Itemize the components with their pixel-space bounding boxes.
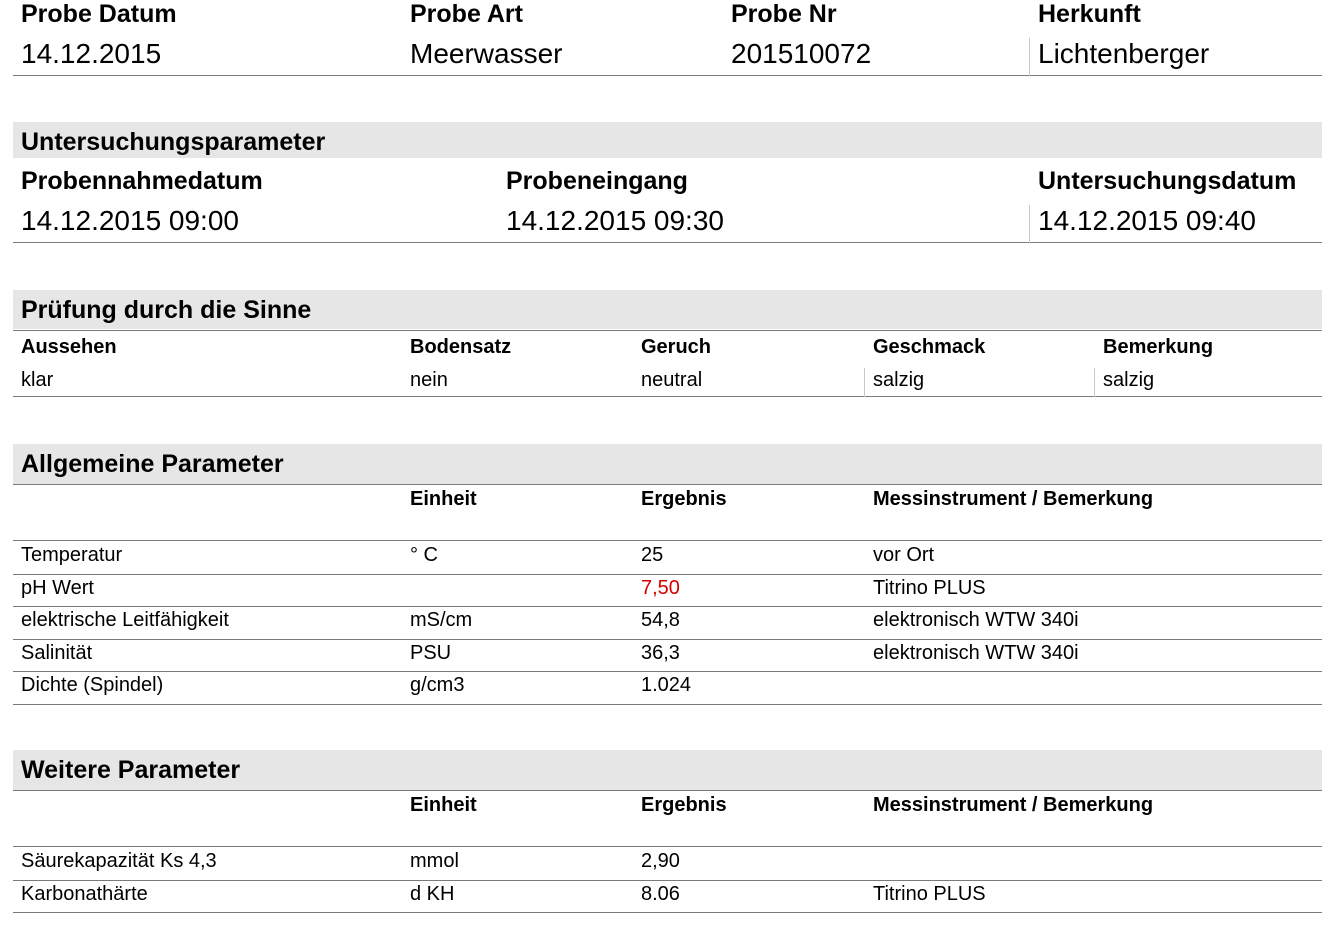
herkunft-label: Herkunft	[1038, 0, 1141, 28]
probe-datum-label: Probe Datum	[21, 0, 177, 28]
divider	[13, 790, 1322, 791]
probe-art-value: Meerwasser	[410, 38, 563, 69]
cell-unit: ° C	[410, 544, 438, 566]
col-header-geruch: Geruch	[641, 336, 712, 358]
cell-note: vor Ort	[873, 544, 935, 566]
cell-unit: mmol	[410, 850, 459, 872]
cell-name: Karbonathärte	[21, 882, 148, 905]
row-divider	[13, 574, 1322, 575]
row-divider	[13, 671, 1322, 672]
probe-art-label: Probe Art	[410, 0, 523, 28]
row-divider	[13, 880, 1322, 881]
divider	[13, 484, 1322, 485]
divider	[864, 368, 865, 397]
section-header	[13, 444, 1322, 484]
cell-unit: PSU	[410, 641, 452, 664]
untersuchungsdatum-label: Untersuchungsdatum	[1038, 167, 1297, 195]
herkunft-value: Lichtenberger	[1038, 38, 1210, 69]
cell-name: Temperatur	[21, 544, 123, 566]
cell-name: pH Wert	[21, 576, 94, 599]
cell-note: elektronisch WTW 340i	[873, 609, 1079, 632]
col-header-einheit: Einheit	[410, 488, 477, 510]
section-title: Allgemeine Parameter	[21, 450, 284, 478]
section-title: Untersuchungsparameter	[21, 128, 326, 156]
cell-result: 8.06	[641, 882, 680, 905]
col-header-einheit: Einheit	[410, 794, 477, 816]
cell-unit: d KH	[410, 882, 455, 905]
col-header-ergebnis: Ergebnis	[641, 488, 727, 510]
cell-unit: g/cm3	[410, 674, 465, 697]
section-header	[13, 290, 1322, 329]
section-header	[13, 750, 1322, 790]
probennahmedatum-label: Probennahmedatum	[21, 167, 263, 195]
divider	[13, 396, 1322, 397]
aussehen-value: klar	[21, 369, 54, 391]
divider	[1029, 205, 1030, 243]
cell-name: Dichte (Spindel)	[21, 674, 164, 697]
divider	[13, 846, 1322, 847]
divider	[1029, 38, 1030, 76]
col-header-aussehen: Aussehen	[21, 336, 117, 358]
cell-result: 1.024	[641, 674, 692, 697]
cell-name: Salinität	[21, 641, 93, 664]
col-header-bodensatz: Bodensatz	[410, 336, 512, 358]
bodensatz-value: nein	[410, 369, 448, 391]
col-header-geschmack: Geschmack	[873, 336, 986, 358]
cell-name: elektrische Leitfähigkeit	[21, 609, 229, 632]
probe-datum-value: 14.12.2015	[21, 38, 162, 69]
col-header-ergebnis: Ergebnis	[641, 794, 727, 816]
probe-nr-label: Probe Nr	[731, 0, 837, 28]
divider	[13, 242, 1322, 243]
col-header-messinstrument: Messinstrument / Bemerkung	[873, 488, 1154, 510]
cell-note: Titrino PLUS	[873, 576, 986, 599]
cell-note: elektronisch WTW 340i	[873, 641, 1079, 664]
divider	[13, 330, 1322, 331]
cell-result: 7,50	[641, 576, 680, 599]
probe-nr-value: 201510072	[731, 38, 872, 69]
row-divider	[13, 606, 1322, 607]
row-divider	[13, 912, 1322, 913]
bemerkung-value: salzig	[1103, 369, 1155, 391]
geruch-value: neutral	[641, 369, 703, 391]
col-header-messinstrument: Messinstrument / Bemerkung	[873, 794, 1154, 816]
probeneingang-label: Probeneingang	[506, 167, 688, 195]
col-header-bemerkung: Bemerkung	[1103, 336, 1214, 358]
cell-result: 54,8	[641, 609, 680, 632]
divider	[13, 540, 1322, 541]
untersuchungsdatum-value: 14.12.2015 09:40	[1038, 205, 1256, 236]
row-divider	[13, 704, 1322, 705]
geschmack-value: salzig	[873, 369, 925, 391]
cell-unit: mS/cm	[410, 609, 473, 632]
probeneingang-value: 14.12.2015 09:30	[506, 205, 724, 236]
divider	[13, 75, 1322, 76]
cell-name: Säurekapazität Ks 4,3	[21, 850, 217, 872]
section-title: Prüfung durch die Sinne	[21, 296, 312, 324]
section-title: Weitere Parameter	[21, 756, 241, 784]
probennahmedatum-value: 14.12.2015 09:00	[21, 205, 239, 236]
section-header	[13, 122, 1322, 158]
cell-result: 25	[641, 544, 664, 566]
cell-note: Titrino PLUS	[873, 882, 986, 905]
row-divider	[13, 639, 1322, 640]
cell-result: 36,3	[641, 641, 680, 664]
divider	[1094, 368, 1095, 397]
cell-result: 2,90	[641, 850, 680, 872]
